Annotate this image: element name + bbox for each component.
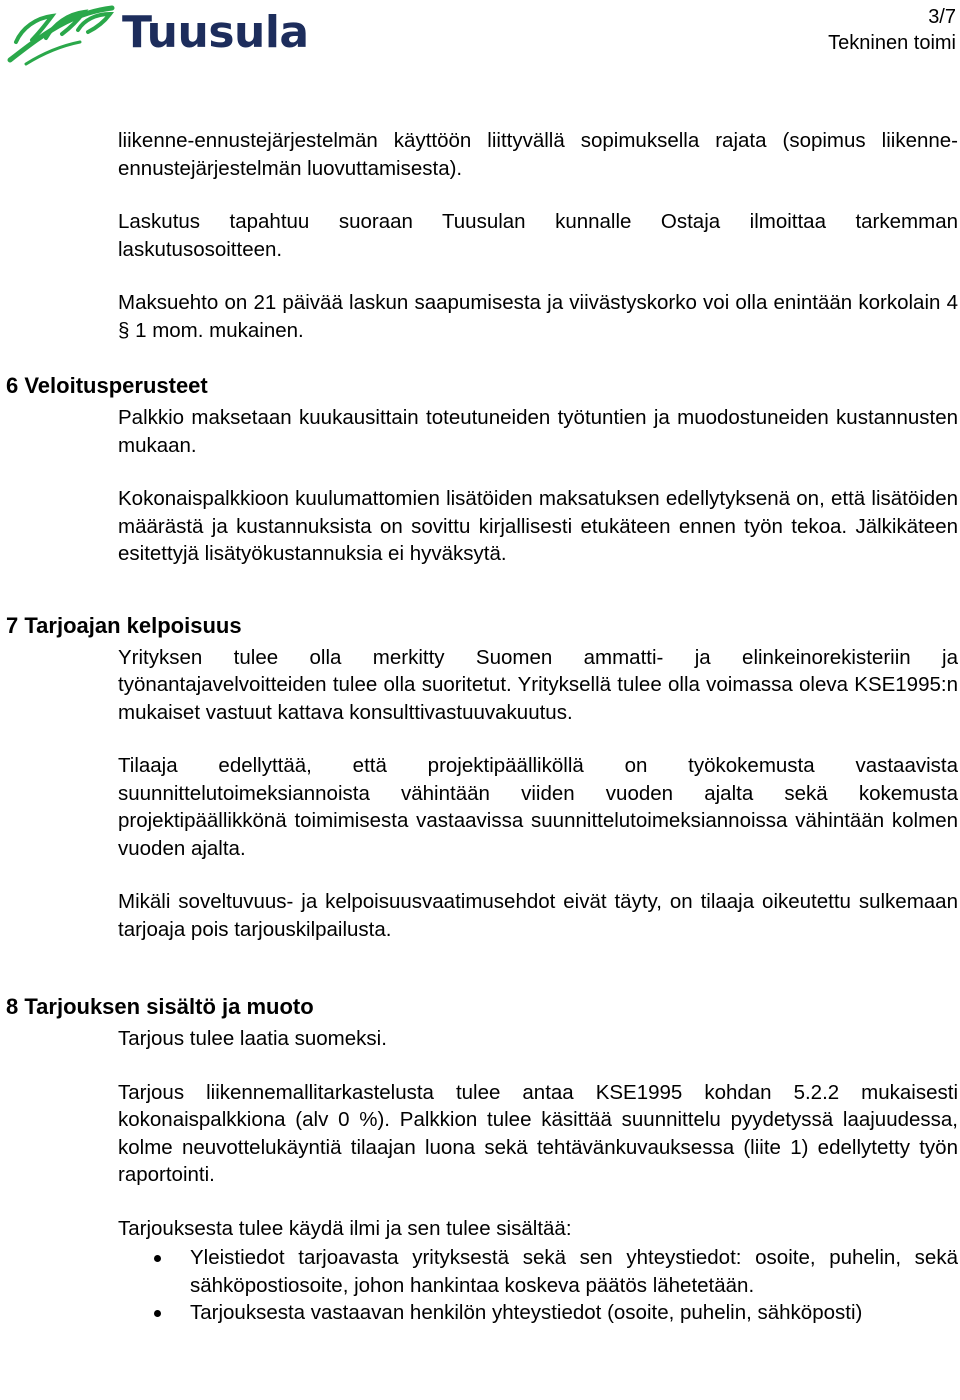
section-7-paragraph-3: Mikäli soveltuvuus- ja kelpoisuusvaatimusehdot eivät täyty, on tilaaja oikeutettu sulkemaan tarjoaja pois tarjouskilpailusta.	[118, 890, 958, 941]
list-item	[118, 1299, 958, 1327]
section-7-heading: 7 Tarjoajan kelpoisuus	[6, 612, 242, 638]
intro-paragraph-1: liikenne-ennustejärjestelmän käyttöön liittyvällä sopimuksella rajata (sopimus liikenne-ennustejärjestelmän luovuttamisesta).	[118, 129, 958, 180]
section-7-paragraph-1: Yrityksen tulee olla merkitty Suomen ammatti- ja elinkeinorekisteriin ja työnantajavelvoitteiden tulee olla suoritetut. Yrityksellä tulee olla voimassa oleva KSE1995:n mukaiset vastuut kattava konsulttivastuuvakuutus.	[118, 645, 958, 724]
section-8-heading: 8 Tarjouksen sisältö ja muoto	[6, 994, 314, 1019]
section-8-paragraph-1: Tarjous tulee laatia suomeksi.	[118, 1027, 387, 1050]
tuusula-logo	[6, 2, 309, 66]
list-item	[118, 1244, 958, 1299]
section-7-paragraph-2: Tilaaja edellyttää, että projektipäälliköllä on työkokemusta vastaavista suunnittelutoimeksiannoista vähintään viiden vuoden ajalta sekä kokemusta projektipäällikkönä toimimisesta vastaavissa suunnittelutoimeksiannoissa vähintään kolmen vuoden ajalta.	[118, 754, 958, 860]
requirements-list	[118, 1244, 958, 1327]
bullet-icon	[154, 1310, 161, 1317]
list-item-text: Yleistiedot tarjoavasta yrityksestä sekä sen yhteystiedot: osoite, puhelin, sekä sähköpostiosoite, johon hankintaa koskeva päätös lähetetään.	[190, 1246, 958, 1297]
logo-wordmark: Tuusula	[122, 7, 309, 58]
bullet-icon	[154, 1255, 161, 1262]
section-6-heading: 6 Veloitusperusteet	[6, 373, 208, 398]
section-8-paragraph-3: Tarjouksesta tulee käydä ilmi ja sen tulee sisältää:	[118, 1216, 572, 1240]
section-8-paragraph-2: Tarjous liikennemallitarkastelusta tulee antaa KSE1995 kohdan 5.2.2 mukaisesti kokonaispalkkiona (alv 0 %). Palkkion tulee käsittää suunnittelu pyydetyssä laajuudessa, kolme neuvottelukäyntiä tilaajan luona sekä tehtävänkuvauksessa (liite 1) edellytetty työn raportointi.	[118, 1080, 958, 1186]
tuusula-logo-mark-icon	[6, 2, 118, 66]
section-6-paragraph-2: Kokonaispalkkioon kuulumattomien lisätöiden maksatuksen edellytyksenä on, että lisätöiden määrästä ja kustannuksista on sovittu kirjallisesti etukäteen ennen työn tekoa. Jälkikäteen esitettyjä lisätyökustannuksia ei hyväksytä.	[118, 487, 958, 565]
section-6-paragraph-1: Palkkio maksetaan kuukausittain toteutuneiden työtuntien ja muodostuneiden kustannusten mukaan.	[118, 406, 958, 457]
department-label: Tekninen toimi	[828, 32, 956, 54]
page-header	[0, 0, 960, 80]
page-number: 3/7	[928, 6, 956, 28]
intro-paragraph-2: Laskutus tapahtuu suoraan Tuusulan kunnalle Ostaja ilmoittaa tarkemman laskutusosoitteen.	[118, 210, 958, 261]
document-body	[0, 127, 960, 1327]
list-item-text: Tarjouksesta vastaavan henkilön yhteystiedot (osoite, puhelin, sähköposti)	[190, 1301, 863, 1324]
intro-paragraph-3: Maksuehto on 21 päivää laskun saapumisesta ja viivästyskorko voi olla enintään korkolain 4 § 1 mom. mukainen.	[118, 291, 958, 342]
